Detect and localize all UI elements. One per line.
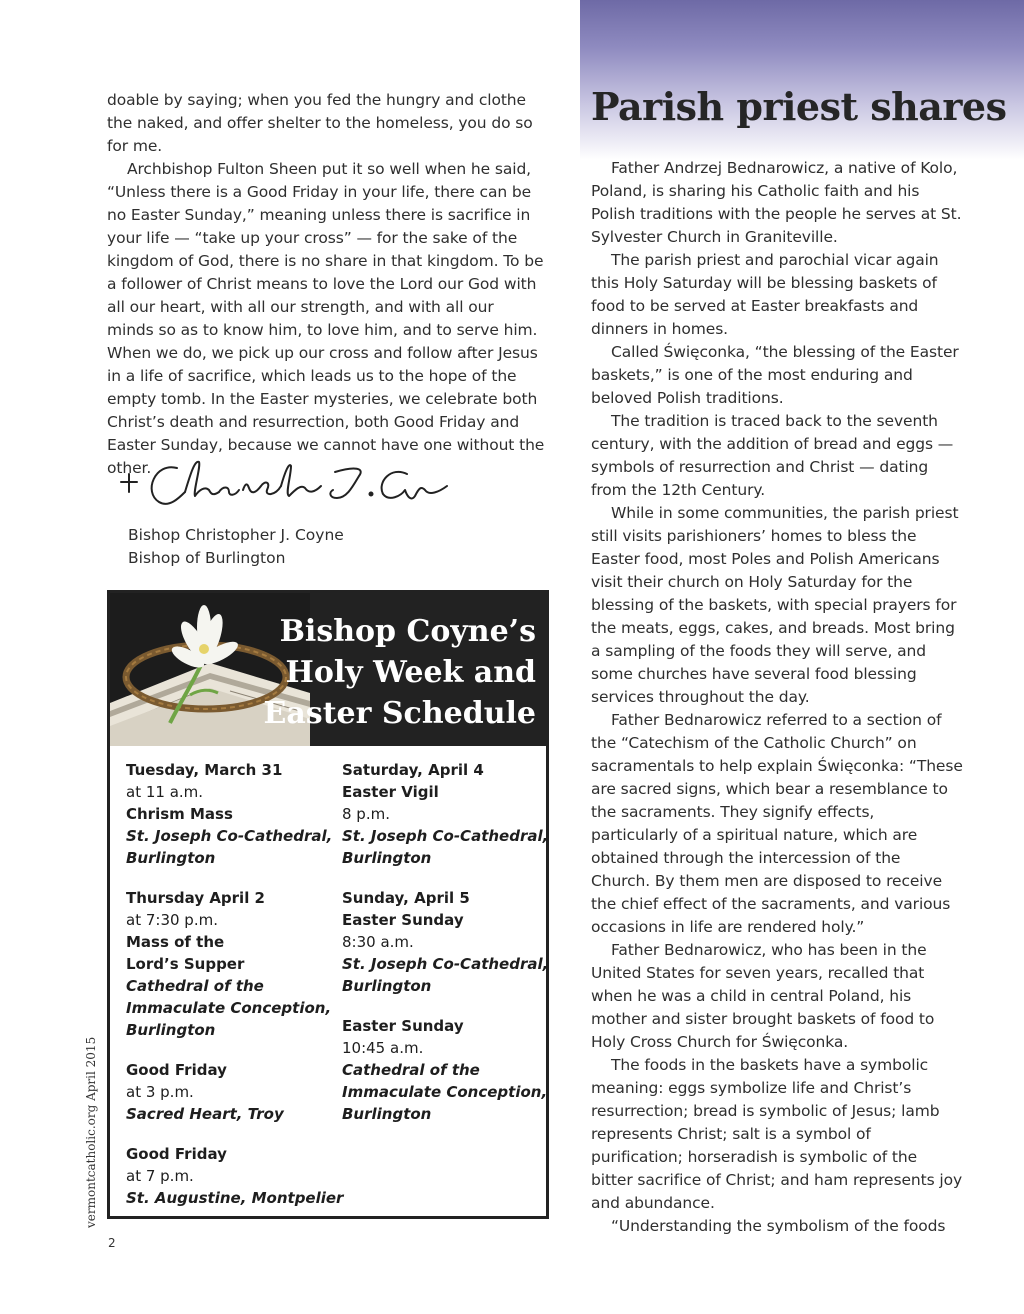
event-time: at 3 p.m. <box>126 1083 194 1101</box>
schedule-header <box>110 593 546 746</box>
schedule-title-line: Bishop Coyne’s <box>279 614 536 649</box>
schedule-box <box>107 590 549 1219</box>
event-time: at 7 p.m. <box>126 1167 194 1185</box>
event-location: Burlington <box>126 1021 216 1039</box>
event-time: 8 p.m. <box>342 805 390 823</box>
article-paragraph: Father Bednarowicz, who has been in the United States for seven years, recalled that when he was a child in central Poland, his mother and sister brought baskets of food to Holy Cross Church for Święconka. <box>591 941 935 1051</box>
event-time: at 7:30 p.m. <box>126 911 218 929</box>
event-service: Easter Vigil <box>342 783 439 801</box>
event-time: 10:45 a.m. <box>342 1039 424 1057</box>
header-gradient-band <box>580 0 1024 160</box>
schedule-event <box>126 887 331 1041</box>
page-number: 2 <box>108 1236 116 1250</box>
event-location: St. Joseph Co-Cathedral, <box>126 827 333 845</box>
schedule-event <box>126 1143 344 1209</box>
event-location: Immaculate Conception, <box>126 999 332 1017</box>
event-location: St. Augustine, Montpelier <box>126 1189 344 1207</box>
event-service: Mass of the <box>126 933 225 951</box>
schedule-event <box>342 887 549 997</box>
signature-name: Bishop Christopher J. Coyne <box>128 526 344 544</box>
schedule-title <box>264 611 537 734</box>
letter-column <box>107 89 545 480</box>
signature-block <box>128 524 344 570</box>
article-title: Parish priest shares <box>591 84 1007 129</box>
event-service: Lord’s Supper <box>126 955 245 973</box>
schedule-column-right <box>342 759 549 1143</box>
event-time: 8:30 a.m. <box>342 933 414 951</box>
event-location: Cathedral of the <box>342 1061 480 1079</box>
event-day: Good Friday <box>126 1145 227 1163</box>
schedule-column-left <box>126 759 344 1227</box>
event-service: Easter Sunday <box>342 911 464 929</box>
schedule-title-line: Holy Week and <box>285 655 536 690</box>
event-service: Chrism Mass <box>126 805 233 823</box>
event-location: Burlington <box>342 1105 432 1123</box>
event-location: Cathedral of the <box>126 977 264 995</box>
schedule-event <box>126 1059 331 1125</box>
event-location: St. Joseph Co-Cathedral, <box>342 827 549 845</box>
schedule-title-line: Easter Schedule <box>263 696 536 731</box>
event-day: Good Friday <box>126 1061 227 1079</box>
event-location: Burlington <box>342 977 432 995</box>
event-day: Tuesday, March 31 <box>126 761 283 779</box>
article-paragraph: The foods in the baskets have a symbolic meaning: eggs symbolize life and Christ’s resurrection; bread is symbolic of Jesus; lamb represents Christ; salt is a symbol of purification; horseradish is symbolic of the bitter sacrifice of Christ; and ham represents joy and abundance. <box>591 1056 963 1212</box>
article-paragraph: Father Andrzej Bednarowicz, a native of Kolo, Poland, is sharing his Catholic faith and his Polish traditions with the people he serves at St. Sylvester Church in Graniteville. <box>591 159 962 246</box>
event-day: Sunday, April 5 <box>342 889 470 907</box>
schedule-event <box>342 759 549 869</box>
event-location: St. Joseph Co-Cathedral, <box>342 955 549 973</box>
event-location: Burlington <box>342 849 432 867</box>
event-day: Saturday, April 4 <box>342 761 484 779</box>
schedule-event <box>126 759 331 869</box>
article-paragraph: The tradition is traced back to the seventh century, with the addition of bread and eggs — symbols of resurrection and Christ — dating from the 12th Century. <box>591 412 954 499</box>
signature-title: Bishop of Burlington <box>128 549 286 567</box>
event-day: Thursday April 2 <box>126 889 265 907</box>
event-day: Easter Sunday <box>342 1017 464 1035</box>
event-location: Sacred Heart, Troy <box>126 1105 284 1123</box>
article-paragraph: The parish priest and parochial vicar again this Holy Saturday will be blessing baskets of food to be served at Easter breakfasts and dinners in homes. <box>591 251 939 338</box>
event-location: Burlington <box>126 849 216 867</box>
article-column <box>591 157 963 1238</box>
article-paragraph: Called Święconka, “the blessing of the Easter baskets,” is one of the most enduring and beloved Polish traditions. <box>591 343 959 407</box>
article-paragraph: While in some communities, the parish priest still visits parishioners’ homes to bless the Easter food, most Poles and Polish Americans visit their church on Holy Saturday for the blessing of the baskets, with special prayers for the meats, eggs, cakes, and breads. Most bring a sampling of the foods they will serve, and some churches have several food blessing services throughout the day. <box>591 504 959 706</box>
event-time: at 11 a.m. <box>126 783 204 801</box>
article-paragraph: Father Bednarowicz referred to a section of the “Catechism of the Catholic Church” on sacramentals to help explain Święconka: “These are sacred signs, which bear a resemblance to the sacraments. They signify effects, particularly of a spiritual nature, which are obtained through the intercession of the Church. By them men are disposed to receive the chief effect of the sacraments, and various occasions in life are rendered holy.” <box>591 711 963 936</box>
letter-paragraph: Archbishop Fulton Sheen put it so well when he said, “Unless there is a Good Friday in your life, there can be no Easter Sunday,” meaning unless there is sacrifice in your life — “take up your cross” — for the sake of the kingdom of God, there is no share in that kingdom. To be a follower of Christ means to love the Lord our God with all our heart, with all our strength, and with all our minds so as to know him, to love him, and to serve him. When we do, we pick up our cross and follow after Jesus in a life of sacrifice, which leads us to the hope of the empty tomb. In the Easter mysteries, we celebrate both Christ’s death and resurrection, both Good Friday and Easter Sunday, because we cannot have one without the other. <box>107 160 545 477</box>
letter-paragraph: doable by saying; when you fed the hungry and clothe the naked, and offer shelter to the homeless, you do so for me. <box>107 91 533 155</box>
handwritten-signature <box>115 452 455 512</box>
publication-credit: vermontcatholic.org April 2015 <box>84 1036 98 1228</box>
schedule-event <box>342 1015 548 1125</box>
event-location: Immaculate Conception, <box>342 1083 548 1101</box>
article-paragraph: “Understanding the symbolism of the foods <box>611 1217 946 1235</box>
